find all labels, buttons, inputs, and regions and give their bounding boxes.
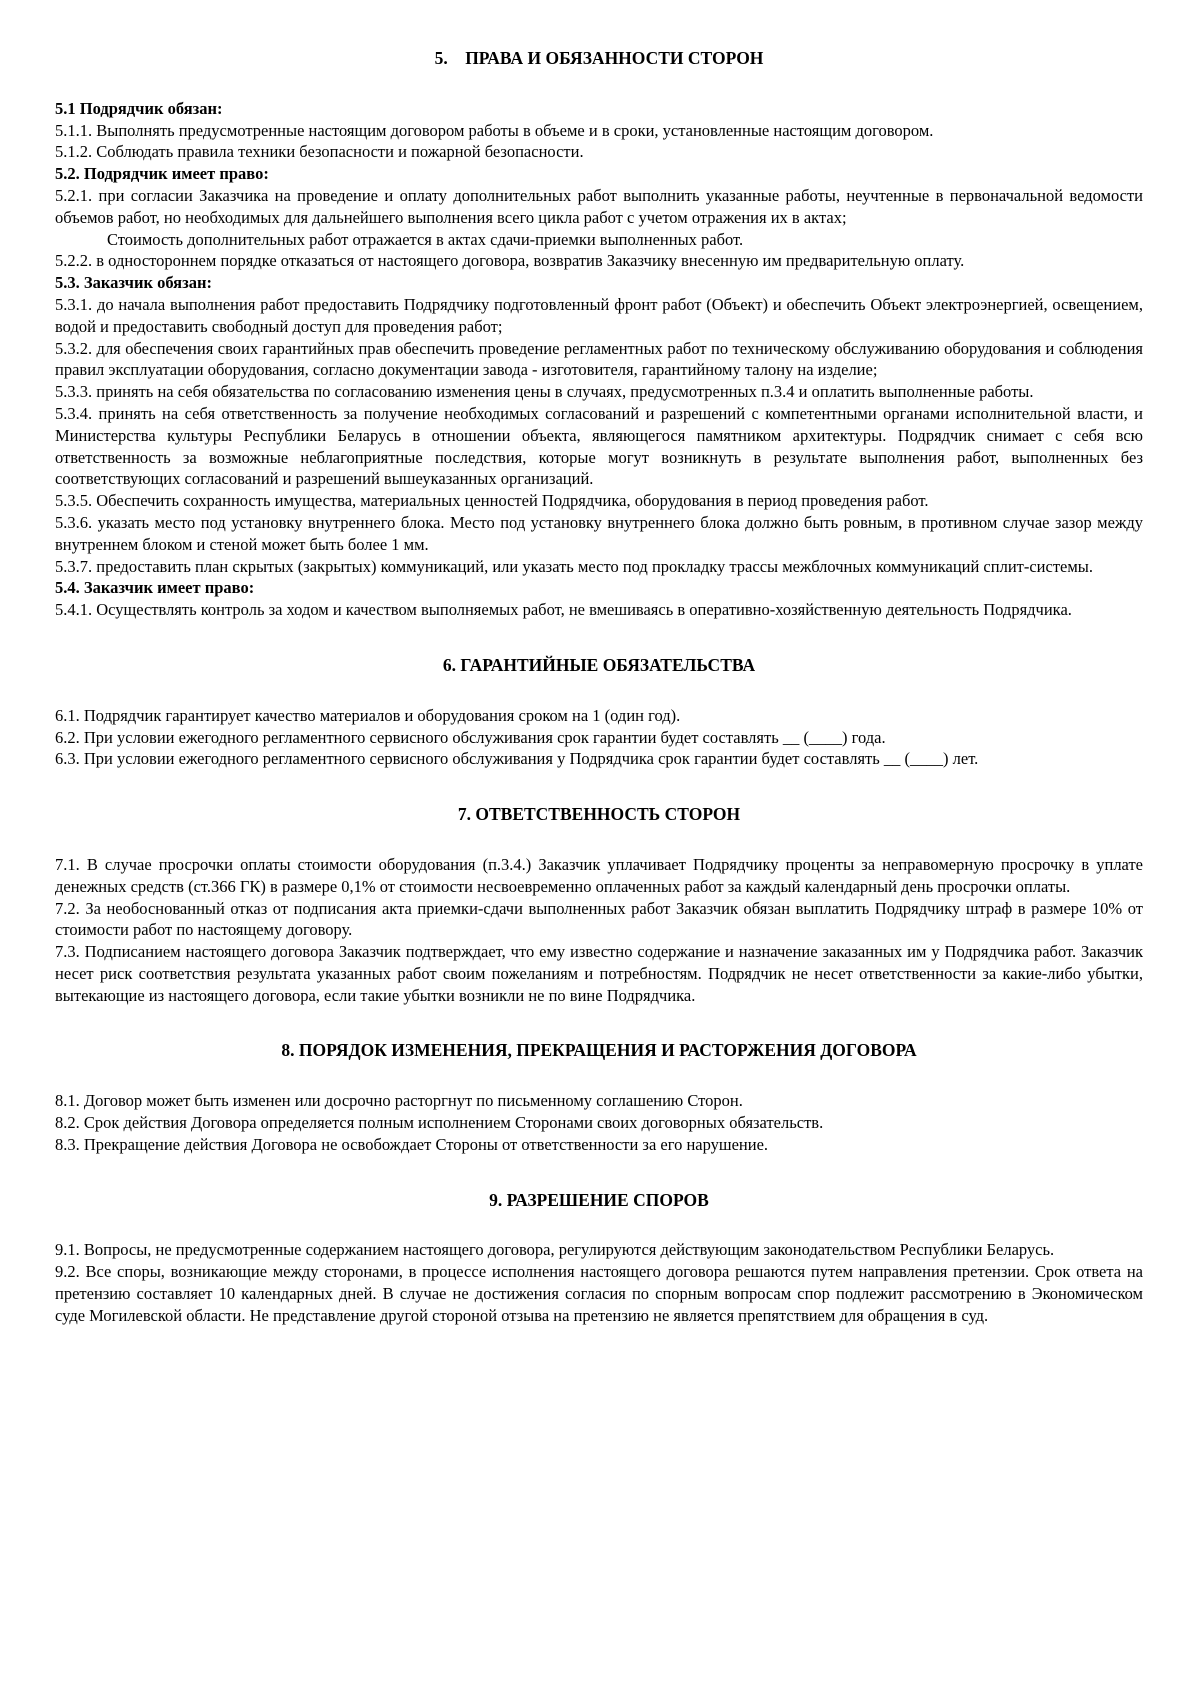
clause-5-2-1: 5.2.1. при согласии Заказчика на проведение и оплату дополнительных работ выполнить указанные работы, неучтенные в первоначальной ведомости объемов работ, но необходимых для дальнейшего выполнения всего цикла работ с учетом отражения их в актах; bbox=[55, 185, 1143, 227]
clause-5-3-5: 5.3.5. Обеспечить сохранность имущества, материальных ценностей Подрядчика, оборудования в период проведения работ. bbox=[55, 491, 929, 511]
clause-5-4: 5.4. Заказчик имеет право: bbox=[55, 578, 255, 598]
clause-5-1-2: 5.1.2. Соблюдать правила техники безопасности и пожарной безопасности. bbox=[55, 142, 584, 162]
clause-9-1: 9.1. Вопросы, не предусмотренные содержанием настоящего договора, регулируются действующим законодательством Республики Беларусь. bbox=[55, 1240, 1055, 1260]
clause-8-1: 8.1. Договор может быть изменен или досрочно расторгнут по письменному соглашению Сторон. bbox=[55, 1091, 743, 1111]
clause-5-3-6: 5.3.6. указать место под установку внутреннего блока. Место под установку внутреннего блока должно быть ровным, в противном случае зазор между внутреннем блоком и стеной может быть более 1 мм. bbox=[55, 512, 1143, 554]
section-8-heading: 8. ПОРЯДОК ИЗМЕНЕНИЯ, ПРЕКРАЩЕНИЯ И РАСТОРЖЕНИЯ ДОГОВОРА bbox=[281, 1040, 917, 1061]
clause-5-3: 5.3. Заказчик обязан: bbox=[55, 273, 212, 293]
clause-6-1: 6.1. Подрядчик гарантирует качество материалов и оборудования сроком на 1 (один год). bbox=[55, 705, 681, 725]
clause-8-3: 8.3. Прекращение действия Договора не освобождает Стороны от ответственности за его нарушение. bbox=[55, 1134, 769, 1154]
section-6-heading: 6. ГАРАНТИЙНЫЕ ОБЯЗАТЕЛЬСТВА bbox=[442, 654, 756, 675]
section-9-heading: 9. РАЗРЕШЕНИЕ СПОРОВ bbox=[489, 1189, 709, 1210]
clause-5-2-2: 5.2.2. в одностороннем порядке отказаться от настоящего договора, возвратив Заказчику внесенную им предварительную оплату. bbox=[55, 251, 965, 271]
clause-5-3-3: 5.3.3. принять на себя обязательства по согласованию изменения цены в случаях, предусмотренных п.3.4 и оплатить выполненные работы. bbox=[55, 382, 1034, 402]
clause-5-3-2: 5.3.2. для обеспечения своих гарантийных прав обеспечить проведение регламентных работ по техническому обслуживанию оборудования и соблюдения правил эксплуатации оборудования, согласно документации завода - изготовителя, гарантийному талону на изделие; bbox=[55, 338, 1143, 380]
section-5-heading: 5. ПРАВА И ОБЯЗАННОСТИ СТОРОН bbox=[434, 48, 764, 68]
clause-5-3-1: 5.3.1. до начала выполнения работ предоставить Подрядчику подготовленный фронт работ (Объект) и обеспечить Объект электроэнергией, освещением, водой и предоставить свободный доступ для проведения работ; bbox=[55, 294, 1143, 336]
clause-5-3-7: 5.3.7. предоставить план скрытых (закрытых) коммуникаций, или указать место под прокладку трассы межблочных коммуникаций сплит-системы. bbox=[55, 556, 1094, 576]
clause-5-1-1: 5.1.1. Выполнять предусмотренные настоящим договором работы в объеме и в сроки, установленные настоящим договором. bbox=[55, 120, 934, 140]
clause-5-4-1: 5.4.1. Осуществлять контроль за ходом и качеством выполняемых работ, не вмешиваясь в оперативно-хозяйственную деятельность Подрядчика. bbox=[55, 600, 1072, 620]
clause-7-1: 7.1. В случае просрочки оплаты стоимости оборудования (п.3.4.) Заказчик уплачивает Подрядчику проценты за неправомерную просрочку в уплате денежных средств (ст.366 ГК) в размере 0,1% от стоимости несвоевременно оплаченных работ за каждый календарный день просрочки оплаты. bbox=[55, 854, 1143, 896]
clause-7-2: 7.2. За необоснованный отказ от подписания акта приемки-сдачи выполненных работ Заказчик обязан выплатить Подрядчику штраф в размере 10% от стоимости работ по настоящему договору. bbox=[55, 898, 1143, 940]
clause-5-2-1-note: Стоимость дополнительных работ отражается в актах сдачи-приемки выполненных работ. bbox=[107, 229, 744, 249]
clause-5-1: 5.1 Подрядчик обязан: bbox=[55, 98, 223, 118]
clause-8-2: 8.2. Срок действия Договора определяется полным исполнением Сторонами своих договорных обязательств. bbox=[55, 1113, 824, 1133]
clause-9-2: 9.2. Все споры, возникающие между сторонами, в процессе исполнения настоящего договора решаются путем направления претензии. Срок ответа на претензию составляет 10 календарных дней. В случае не достижения согласия по спорным вопросам спор подлежит рассмотрению в Экономическом суде Могилевской области. Не представление другой стороной отзыва на претензию не является препятствием для обращения в суд. bbox=[55, 1262, 1143, 1325]
clause-7-3: 7.3. Подписанием настоящего договора Заказчик подтверждает, что ему известно содержание и назначение заказанных им у Подрядчика работ. Заказчик несет риск соответствия результата указанных работ своим пожеланиям и потребностям. Подрядчик не несет ответственности за какие-либо убытки, вытекающие из настоящего договора, если такие убытки возникли не по вине Подрядчика. bbox=[55, 942, 1143, 1005]
clause-6-3: 6.3. При условии ежегодного регламентного сервисного обслуживания у Подрядчика срок гарантии будет составлять __ (____) лет. bbox=[55, 749, 979, 769]
clause-5-2: 5.2. Подрядчик имеет право: bbox=[55, 164, 269, 184]
clause-5-3-4: 5.3.4. принять на себя ответственность за получение необходимых согласований и разрешений с компетентными органами исполнительной власти, и Министерства культуры Республики Беларусь в отношении объекта, являющегося памятником архитектуры. Подрядчик снимает с себя всю ответственность за возможные неблагоприятные последствия, которые могут возникнуть в результате выполнения работ, выполненных без соответствующих согласований и разрешений вышеуказанных организаций. bbox=[55, 403, 1143, 489]
clause-6-2: 6.2. При условии ежегодного регламентного сервисного обслуживания срок гарантии будет составлять __ (____) года. bbox=[55, 727, 886, 747]
section-7-heading: 7. ОТВЕТСТВЕННОСТЬ СТОРОН bbox=[457, 804, 741, 825]
